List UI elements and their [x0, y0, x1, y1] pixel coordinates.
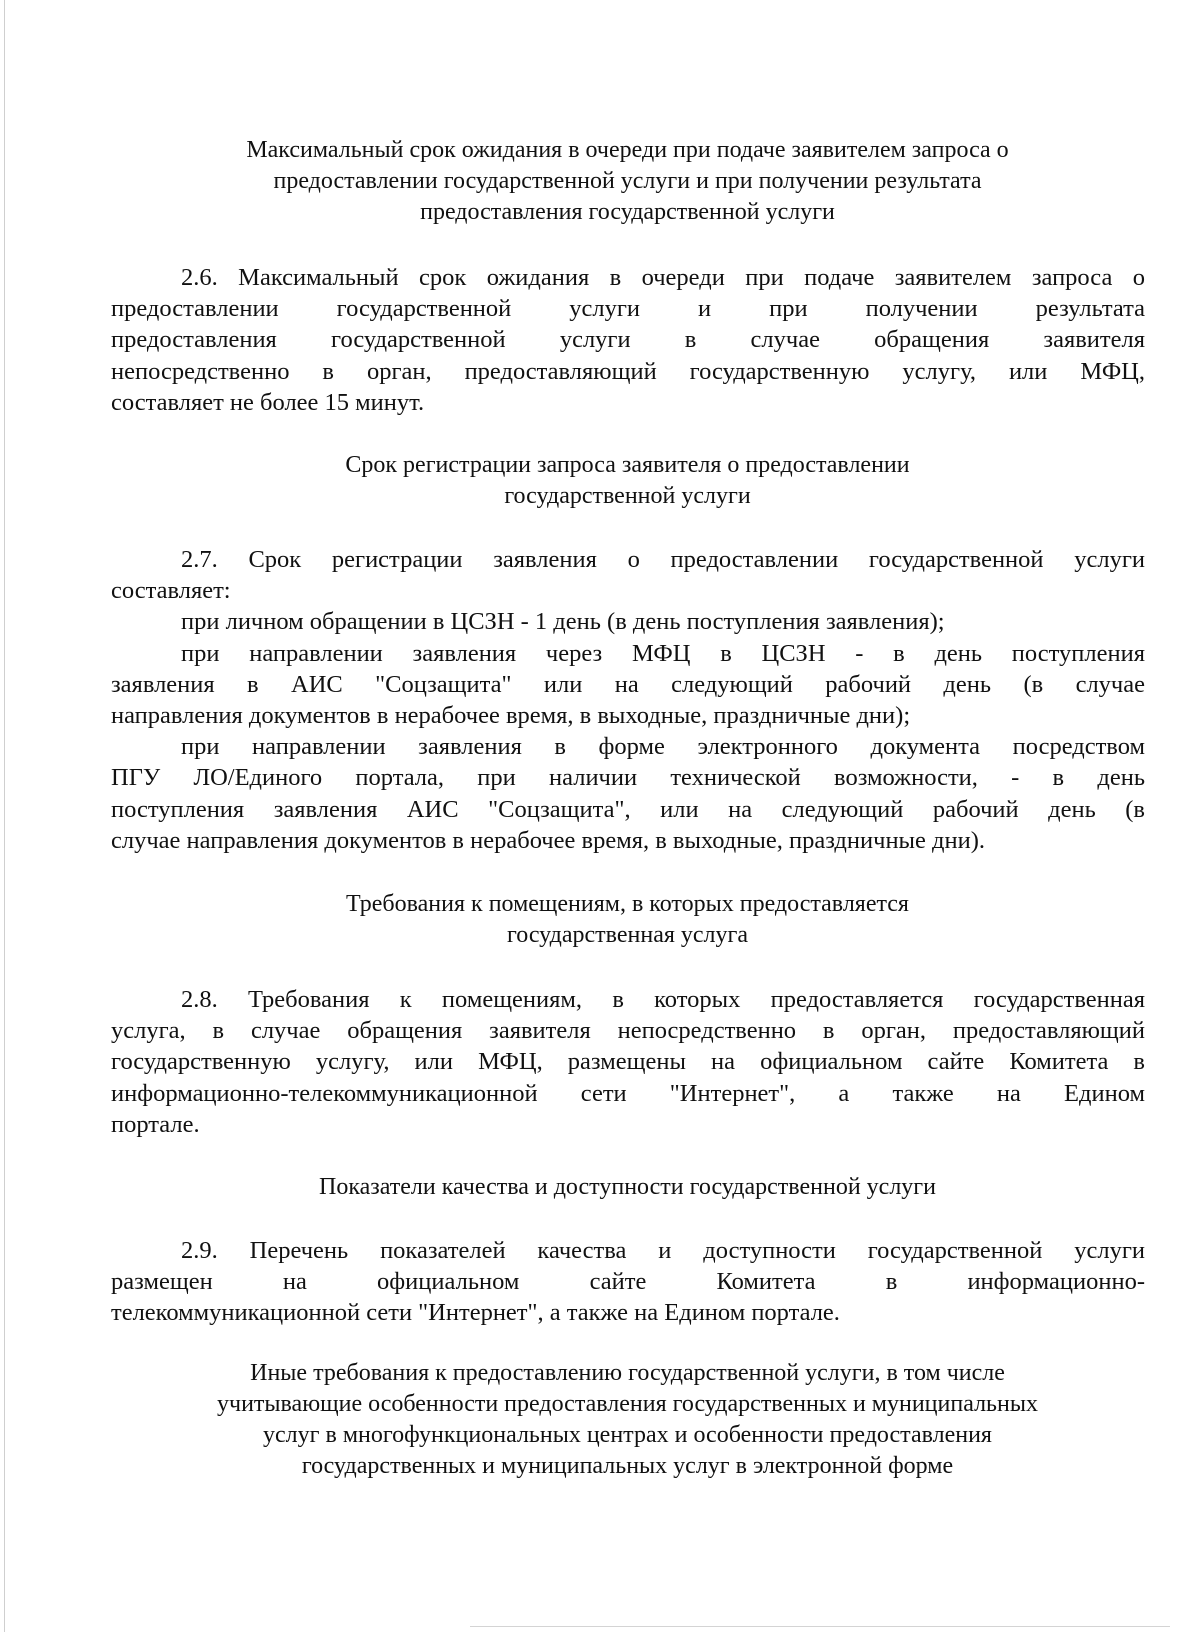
paragraph-line: непосредственно в орган, предоставляющий государственную услугу, или МФЦ, — [111, 357, 1145, 385]
paragraph-line: направления документов в нерабочее время, в выходные, праздничные дни); — [111, 702, 911, 730]
scan-bottom-line — [470, 1626, 1170, 1627]
scan-edge-line — [4, 0, 5, 1632]
heading-line: государственная услуга — [506, 922, 749, 948]
heading-line: государственной услуги — [504, 483, 751, 509]
paragraph-line: размещен на официальном сайте Комитета в информационно- — [111, 1268, 1145, 1296]
paragraph-2-9 — [111, 1235, 1145, 1329]
paragraph-line: телекоммуникационной сети "Интернет", а также на Едином портале. — [111, 1299, 840, 1327]
paragraph-line: поступления заявления АИС "Соцзащита", или на следующий рабочий день (в — [111, 795, 1145, 823]
paragraph-line: предоставления государственной услуги в случае обращения заявителя — [111, 326, 1145, 354]
heading-line: учитывающие особенности предоставления государственных и муниципальных — [217, 1391, 1038, 1417]
paragraph-line: при направлении заявления в форме электронного документа посредством — [181, 733, 1145, 761]
paragraph-line: случае направления документов в нерабочее время, в выходные, праздничные дни). — [111, 826, 985, 854]
paragraph-line: услуга, в случае обращения заявителя непосредственно в орган, предоставляющий — [111, 1017, 1145, 1045]
heading-max-wait-time — [110, 135, 1145, 228]
heading-premises-requirements — [110, 889, 1145, 951]
paragraph-line: заявления в АИС "Соцзащита" или на следующий рабочий день (в случае — [111, 670, 1145, 698]
heading-line: Максимальный срок ожидания в очереди при подаче заявителем запроса о — [246, 137, 1009, 163]
paragraph-line: 2.6. Максимальный срок ожидания в очереди при подаче заявителем запроса о — [181, 264, 1145, 291]
paragraph-2-8 — [111, 984, 1145, 1140]
heading-quality-indicators — [110, 1172, 1145, 1203]
heading-line: услуг в многофункциональных центрах и особенности предоставления — [263, 1422, 992, 1448]
heading-line: государственных и муниципальных услуг в электронной форме — [301, 1453, 954, 1479]
paragraph-line: портале. — [111, 1110, 200, 1138]
paragraph-line: при личном обращении в ЦСЗН - 1 день (в день поступления заявления); — [181, 608, 945, 636]
paragraph-line: при направлении заявления через МФЦ в ЦСЗН - в день поступления — [181, 639, 1145, 667]
paragraph-line: ПГУ ЛО/Единого портала, при наличии технической возможности, - в день — [111, 764, 1145, 792]
paragraph-line: предоставлении государственной услуги и при получении результата — [111, 295, 1145, 323]
paragraph-line: 2.8. Требования к помещениям, в которых предоставляется государственная — [181, 986, 1145, 1013]
paragraph-2-6 — [111, 262, 1145, 418]
heading-registration-term — [110, 450, 1145, 512]
paragraph-line: 2.9. Перечень показателей качества и доступности государственной услуги — [181, 1237, 1145, 1264]
heading-line: Требования к помещениям, в которых предоставляется — [346, 891, 909, 917]
heading-line: Показатели качества и доступности государственной услуги — [319, 1174, 936, 1200]
heading-line: Срок регистрации запроса заявителя о предоставлении — [345, 452, 910, 478]
heading-line: предоставления государственной услуги — [420, 199, 835, 225]
paragraph-line: государственную услугу, или МФЦ, размещены на официальном сайте Комитета в — [111, 1048, 1145, 1076]
heading-line: Иные требования к предоставлению государственной услуги, в том числе — [250, 1360, 1005, 1386]
heading-other-requirements — [110, 1358, 1145, 1482]
paragraph-line: составляет: — [111, 577, 231, 605]
heading-line: предоставлении государственной услуги и при получении результата — [273, 168, 982, 194]
paragraph-2-7 — [111, 544, 1145, 856]
paragraph-line: 2.7. Срок регистрации заявления о предоставлении государственной услуги — [181, 546, 1145, 573]
paragraph-line: составляет не более 15 минут. — [111, 388, 425, 416]
paragraph-line: информационно-телекоммуникационной сети "Интернет", а также на Едином — [111, 1079, 1145, 1107]
